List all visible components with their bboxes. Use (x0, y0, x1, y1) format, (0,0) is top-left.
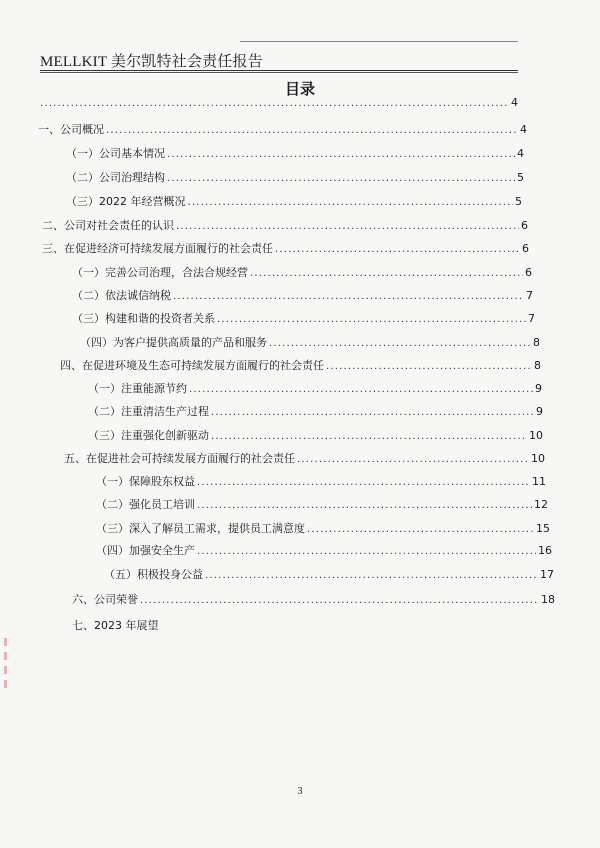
toc-leader-dots (211, 407, 534, 418)
toc-entry[interactable] (38, 121, 527, 137)
toc-entry-label: （二）注重清洁生产过程 (88, 405, 209, 418)
toc-entry-page: 5 (515, 195, 522, 208)
toc-entry-label: （三）构建和谐的投资者关系 (72, 312, 215, 325)
toc-entry-page: 17 (540, 568, 554, 581)
toc-entry-label: （四）为客户提供高质量的产品和服务 (80, 336, 267, 349)
toc-entry-label: （一）注重能源节约 (88, 382, 187, 395)
toc-leader-dots (173, 291, 524, 302)
toc-entry-page: 6 (525, 266, 532, 279)
toc-entry-label: 五、在促进社会可持续发展方面履行的社会责任 (64, 452, 295, 465)
toc-entry-label: （三）2022 年经营概况 (66, 195, 186, 208)
toc-entry-label: 六、公司荣誉 (72, 593, 138, 606)
toc-entry-label: 七、2023 年展望 (72, 619, 159, 632)
toc-entry[interactable] (96, 520, 550, 536)
toc-entry[interactable] (72, 264, 532, 280)
toc-leader-dots (40, 98, 509, 109)
toc-entry[interactable] (42, 240, 529, 256)
toc-entry-page: 8 (534, 359, 541, 372)
toc-entry-page: 10 (531, 452, 545, 465)
toc-leader-dots (197, 546, 536, 557)
toc-leader-dots (211, 431, 527, 442)
toc-entry[interactable] (96, 542, 552, 558)
toc-entry[interactable] (72, 591, 555, 607)
toc-leader-dots (176, 221, 519, 232)
toc-entry-label: （一）完善公司治理，合法合规经营 (72, 266, 248, 279)
toc-entry-page: 4 (517, 147, 524, 160)
toc-leader-dots (189, 384, 533, 395)
toc-entry-page: 11 (532, 475, 546, 488)
toc-leader-dots (140, 595, 539, 606)
toc-entry-page: 9 (535, 382, 542, 395)
binding-seal-mark (3, 632, 9, 712)
toc-entry[interactable] (72, 310, 535, 326)
toc-entry[interactable] (60, 357, 541, 373)
toc-entry-page: 4 (520, 123, 527, 136)
toc-leader-dots (106, 125, 518, 136)
toc-leader-dots (188, 197, 514, 208)
toc-entry[interactable] (96, 496, 548, 512)
toc-leader-dots (167, 149, 515, 160)
toc-leader-dots (297, 454, 529, 465)
toc-entry[interactable] (38, 96, 518, 112)
toc-entry[interactable] (64, 450, 545, 466)
toc-entry-page: 7 (528, 312, 535, 325)
toc-leader-dots (197, 500, 532, 511)
toc-entry[interactable] (104, 566, 554, 582)
toc-leader-dots (197, 477, 530, 488)
report-header: MELLKIT 美尔凯特社会责任报告 (40, 54, 263, 70)
toc-entry[interactable] (88, 380, 542, 396)
toc-entry-label: 二、公司对社会责任的认识 (42, 219, 174, 232)
toc-entry-label: （一）保障股东权益 (96, 475, 195, 488)
toc-entry-label: 一、公司概况 (38, 123, 104, 136)
toc-leader-dots (205, 570, 538, 581)
toc-entry[interactable] (88, 403, 543, 419)
toc-leader-dots (307, 524, 534, 535)
toc-entry[interactable] (80, 334, 540, 350)
toc-entry-label: （二）公司治理结构 (66, 171, 165, 184)
toc-entry-label: （五）积极投身公益 (104, 568, 203, 581)
toc-entry-page: 5 (517, 171, 524, 184)
toc-entry-label: （二）强化员工培训 (96, 498, 195, 511)
toc-entry-page: 10 (529, 429, 543, 442)
toc-entry-label: 三、在促进经济可持续发展方面履行的社会责任 (42, 242, 273, 255)
toc-entry-label: （二）依法诚信纳税 (72, 289, 171, 302)
toc-entry-label: （四）加强安全生产 (96, 544, 195, 557)
toc-entry[interactable] (88, 427, 543, 443)
toc-title: 目录 (284, 80, 315, 98)
toc-entry[interactable] (72, 617, 556, 633)
toc-leader-dots (275, 244, 520, 255)
toc-entry-label: （一）公司基本情况 (66, 147, 165, 160)
toc-entry-page: 8 (533, 336, 540, 349)
toc-entry-label: （三）注重强化创新驱动 (88, 429, 209, 442)
toc-entry[interactable] (96, 473, 546, 489)
toc-entry-page: 16 (538, 544, 552, 557)
page-number: 3 (297, 786, 303, 797)
toc-entry-label: （三）深入了解员工需求，提供员工满意度 (96, 522, 305, 535)
toc-entry-page: 6 (522, 242, 529, 255)
toc-leader-dots (167, 173, 515, 184)
toc-leader-dots (326, 361, 532, 372)
toc-entry[interactable] (66, 145, 524, 161)
top-divider (240, 41, 518, 42)
toc-leader-dots (217, 314, 526, 325)
toc-entry-label: 四、在促进环境及生态可持续发展方面履行的社会责任 (60, 359, 324, 372)
toc-entry-page: 7 (526, 289, 533, 302)
toc-entry[interactable] (66, 193, 522, 209)
toc-entry-page: 4 (511, 96, 518, 109)
toc-entry-page: 9 (536, 405, 543, 418)
toc-entry-page: 6 (521, 219, 528, 232)
toc-leader-dots (250, 268, 523, 279)
toc-leader-dots (269, 338, 531, 349)
toc-entry-page: 12 (534, 498, 548, 511)
header-rule-secondary (40, 72, 518, 73)
toc-entry-page: 18 (541, 593, 555, 606)
toc-entry[interactable] (42, 217, 528, 233)
toc-entry[interactable] (72, 287, 533, 303)
header-rule (40, 70, 518, 71)
toc-entry[interactable] (66, 169, 524, 185)
toc-entry-page: 15 (536, 522, 550, 535)
